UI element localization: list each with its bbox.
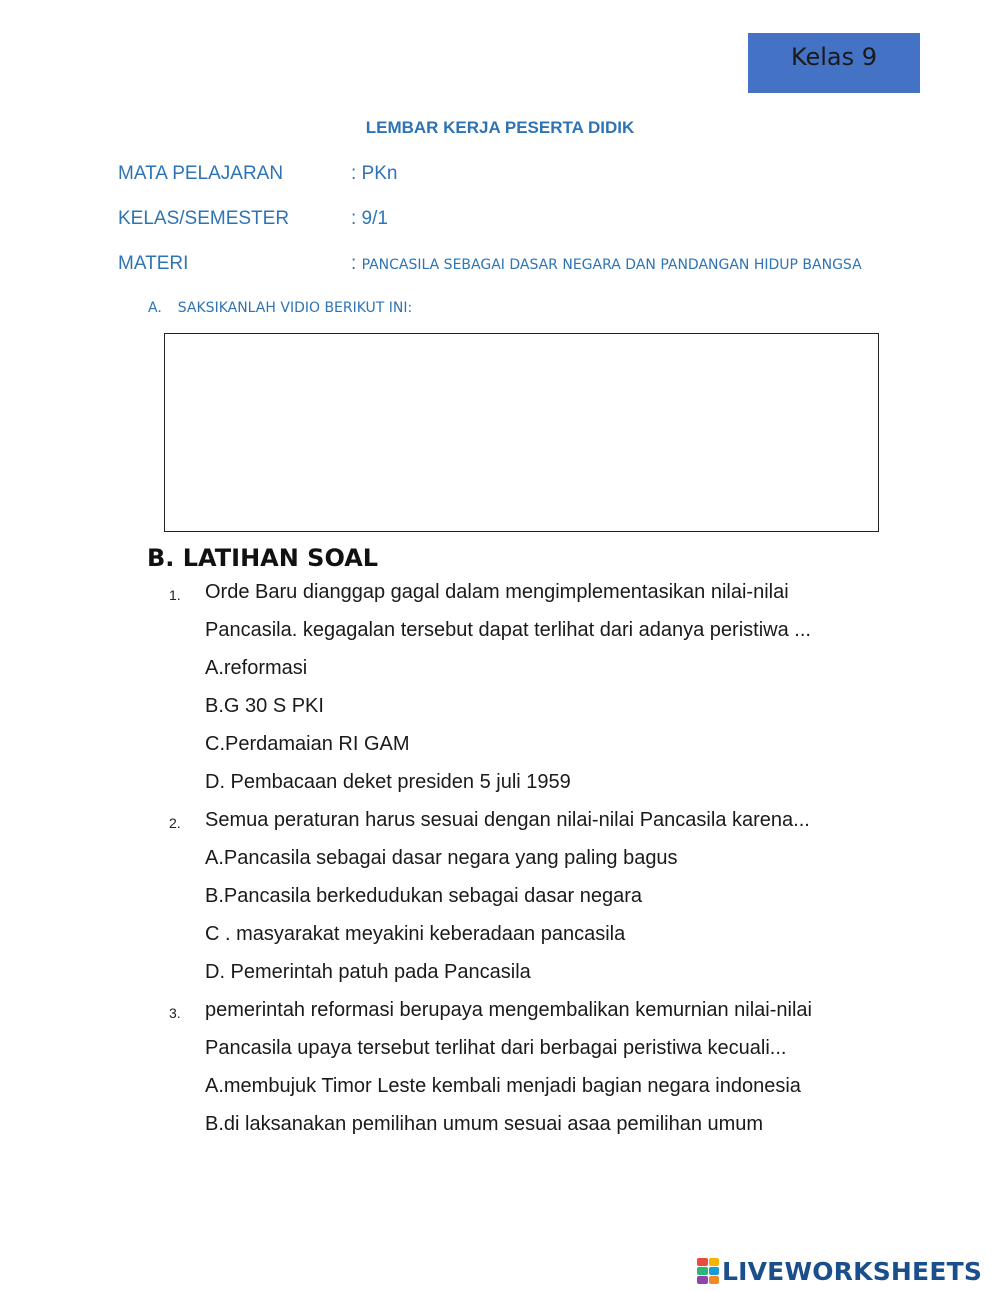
question-3-text-line-2: Pancasila upaya tersebut terlihat dari berbagai peristiwa kecuali... [205, 1037, 787, 1059]
logo-tile-1 [697, 1258, 708, 1266]
section-b-heading: B. LATIHAN SOAL [147, 544, 379, 572]
material-label: MATERI [118, 253, 189, 274]
question-1-option-a[interactable]: A.reformasi [205, 657, 308, 679]
question-1-text-line-1: Orde Baru dianggap gagal dalam mengimplementasikan nilai-nilai [205, 581, 789, 603]
material-text: PANCASILA SEBAGAI DASAR NEGARA DAN PANDANGAN HIDUP BANGSA [361, 257, 862, 273]
logo-tile-3 [697, 1267, 708, 1275]
question-1-number: 1. [169, 587, 181, 603]
section-a-letter: A. [148, 300, 162, 316]
question-2-number: 2. [169, 815, 181, 831]
logo-tile-4 [709, 1267, 720, 1275]
material-colon: : [351, 253, 357, 274]
question-2-text-line-1: Semua peraturan harus sesuai dengan nilai-nilai Pancasila karena... [205, 809, 810, 831]
question-3-option-a[interactable]: A.membujuk Timor Leste kembali menjadi bagian negara indonesia [205, 1075, 801, 1097]
question-1-option-d[interactable]: D. Pembacaan deket presiden 5 juli 1959 [205, 771, 571, 793]
logo-tile-6 [709, 1276, 720, 1284]
class-semester-value: : 9/1 [351, 208, 388, 229]
section-a-instruction [148, 300, 412, 316]
material-value [351, 253, 862, 275]
liveworksheets-logo-text: LIVEWORKSHEETS [722, 1256, 983, 1286]
liveworksheets-logo-icon [697, 1258, 719, 1284]
question-3-text-line-1: pemerintah reformasi berupaya mengembalikan kemurnian nilai-nilai [205, 999, 812, 1021]
section-a-text: SAKSIKANLAH VIDIO BERIKUT INI: [177, 300, 413, 316]
class-badge: Kelas 9 [748, 33, 920, 93]
question-3-option-b[interactable]: B.di laksanakan pemilihan umum sesuai asaa pemilihan umum [205, 1113, 764, 1135]
liveworksheets-logo [697, 1256, 982, 1286]
question-2-option-b[interactable]: B.Pancasila berkedudukan sebagai dasar negara [205, 885, 642, 907]
question-3-number: 3. [169, 1005, 181, 1021]
question-1-option-c[interactable]: C.Perdamaian RI GAM [205, 733, 410, 755]
question-2-option-d[interactable]: D. Pemerintah patuh pada Pancasila [205, 961, 531, 983]
question-2-option-c[interactable]: C . masyarakat meyakini keberadaan pancasila [205, 923, 626, 945]
video-embed-frame[interactable] [164, 333, 879, 532]
class-semester-label: KELAS/SEMESTER [118, 208, 290, 229]
subject-value: : PKn [351, 163, 398, 184]
subject-label: MATA PELAJARAN [118, 163, 284, 184]
worksheet-title: LEMBAR KERJA PESERTA DIDIK [365, 118, 635, 137]
question-1-option-b[interactable]: B.G 30 S PKI [205, 695, 324, 717]
logo-tile-5 [697, 1276, 708, 1284]
question-2-option-a[interactable]: A.Pancasila sebagai dasar negara yang paling bagus [205, 847, 678, 869]
question-1-text-line-2: Pancasila. kegagalan tersebut dapat terlihat dari adanya peristiwa ... [205, 619, 811, 641]
logo-tile-2 [709, 1258, 720, 1266]
